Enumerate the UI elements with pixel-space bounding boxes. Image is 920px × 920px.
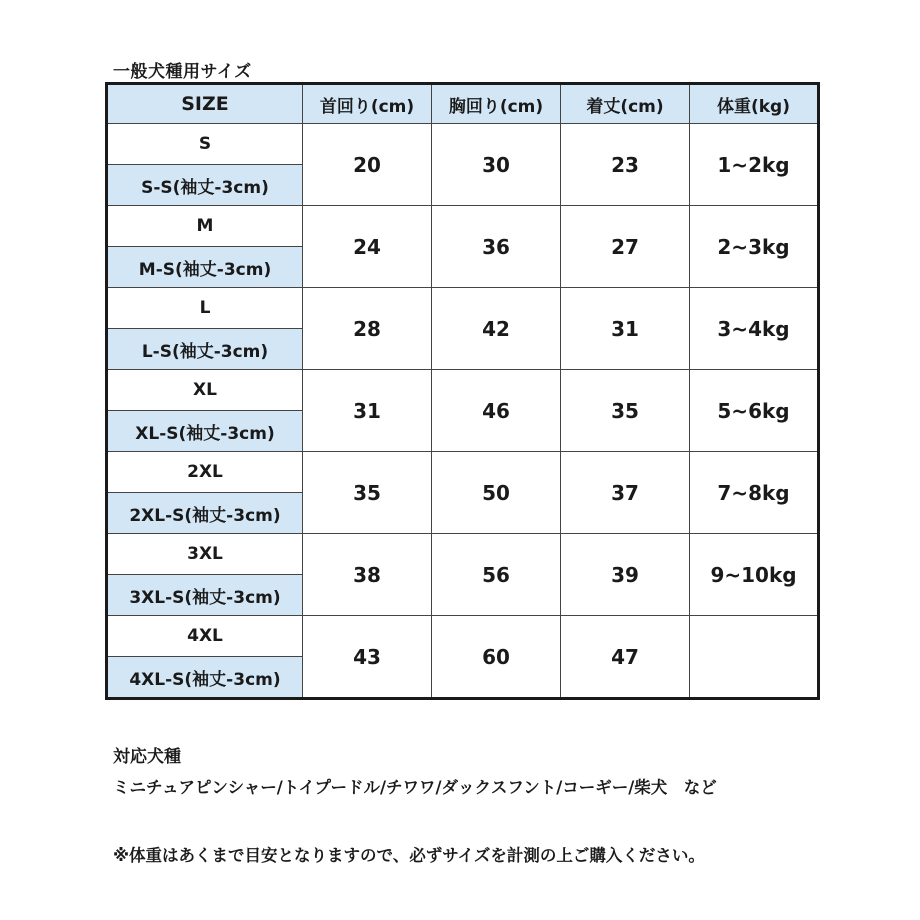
short-sleeve-size-cell: XL-S(袖丈-3cm) — [107, 411, 303, 452]
neck-cell: 24 — [303, 206, 432, 288]
weight-cell: 3~4kg — [690, 288, 819, 370]
neck-cell: 20 — [303, 124, 432, 206]
neck-cell: 31 — [303, 370, 432, 452]
chest-cell: 42 — [432, 288, 561, 370]
short-sleeve-size-cell: 4XL-S(袖丈-3cm) — [107, 657, 303, 699]
table-header-row — [107, 84, 819, 124]
neck-cell: 43 — [303, 616, 432, 699]
size-name-cell: 2XL — [107, 452, 303, 493]
length-cell: 47 — [561, 616, 690, 699]
short-sleeve-size-cell: M-S(袖丈-3cm) — [107, 247, 303, 288]
table-row — [107, 534, 819, 575]
short-sleeve-size-cell: S-S(袖丈-3cm) — [107, 165, 303, 206]
page-title: 一般犬種用サイズ — [113, 62, 252, 82]
chest-cell: 50 — [432, 452, 561, 534]
weight-cell: 5~6kg — [690, 370, 819, 452]
size-name-cell: S — [107, 124, 303, 165]
neck-cell: 35 — [303, 452, 432, 534]
length-cell: 35 — [561, 370, 690, 452]
compatible-breeds-list: ミニチュアピンシャー/トイプードル/チワワ/ダックスフント/コーギー/柴犬 など — [113, 778, 717, 797]
short-sleeve-size-cell: L-S(袖丈-3cm) — [107, 329, 303, 370]
size-name-cell: L — [107, 288, 303, 329]
length-cell: 31 — [561, 288, 690, 370]
length-cell: 39 — [561, 534, 690, 616]
table-row — [107, 124, 819, 165]
compatible-breeds-heading: 対応犬種 — [113, 747, 181, 767]
length-cell: 23 — [561, 124, 690, 206]
table-row — [107, 452, 819, 493]
short-sleeve-size-cell: 3XL-S(袖丈-3cm) — [107, 575, 303, 616]
table-row — [107, 370, 819, 411]
header-weight: 体重(kg) — [690, 84, 819, 124]
header-neck: 首回り(cm) — [303, 84, 432, 124]
table-row — [107, 206, 819, 247]
weight-cell: 7~8kg — [690, 452, 819, 534]
neck-cell: 38 — [303, 534, 432, 616]
chest-cell: 36 — [432, 206, 561, 288]
weight-cell: 2~3kg — [690, 206, 819, 288]
short-sleeve-size-cell: 2XL-S(袖丈-3cm) — [107, 493, 303, 534]
neck-cell: 28 — [303, 288, 432, 370]
size-table — [105, 82, 820, 700]
size-name-cell: 3XL — [107, 534, 303, 575]
size-name-cell: XL — [107, 370, 303, 411]
header-size: SIZE — [107, 84, 303, 124]
chest-cell: 56 — [432, 534, 561, 616]
chest-cell: 60 — [432, 616, 561, 699]
header-length: 着丈(cm) — [561, 84, 690, 124]
weight-cell: 9~10kg — [690, 534, 819, 616]
weight-disclaimer: ※体重はあくまで目安となりますので、必ずサイズを計測の上ご購入ください。 — [113, 846, 705, 865]
table-row — [107, 288, 819, 329]
size-name-cell: 4XL — [107, 616, 303, 657]
chest-cell: 30 — [432, 124, 561, 206]
weight-cell: 1~2kg — [690, 124, 819, 206]
size-name-cell: M — [107, 206, 303, 247]
table-row — [107, 616, 819, 657]
length-cell: 27 — [561, 206, 690, 288]
length-cell: 37 — [561, 452, 690, 534]
chest-cell: 46 — [432, 370, 561, 452]
weight-cell — [690, 616, 819, 699]
header-chest: 胸回り(cm) — [432, 84, 561, 124]
